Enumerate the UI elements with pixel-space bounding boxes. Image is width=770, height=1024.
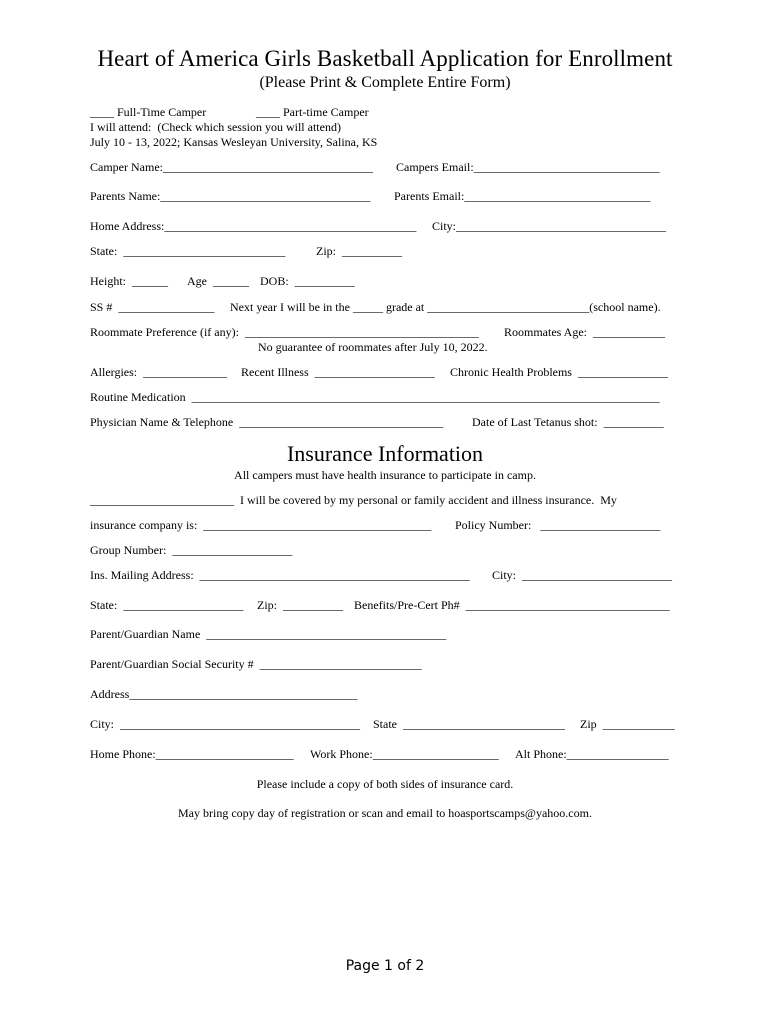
session-instruction: I will attend: (Check which session you will attend) [90, 120, 341, 134]
insurance-covered-line[interactable]: ________________________ I will be covered by my personal or family accident and illness insurance. My [90, 493, 617, 507]
guardian-ss-field[interactable]: Parent/Guardian Social Security # ___________________________ [90, 657, 422, 671]
zip-field[interactable]: Zip: __________ [316, 244, 402, 258]
benefits-phone-field[interactable]: Benefits/Pre-Cert Ph# __________________________________ [354, 598, 670, 612]
zip2-field[interactable]: Zip ____________ [580, 717, 675, 731]
parents-name-field[interactable]: Parents Name:___________________________________ [90, 189, 371, 203]
insurance-city-field[interactable]: City: _________________________ [492, 568, 673, 582]
city2-field[interactable]: City: ________________________________________ [90, 717, 361, 731]
bring-copy-note: May bring copy day of registration or scan and email to hoasportscamps@yahoo.com. [178, 806, 592, 820]
ss-field[interactable]: SS # ________________ [90, 300, 215, 314]
allergies-field[interactable]: Allergies: ______________ [90, 365, 228, 379]
state2-field[interactable]: State ___________________________ [373, 717, 565, 731]
page-title: Heart of America Girls Basketball Application for Enrollment [97, 46, 673, 71]
page-subtitle: (Please Print & Complete Entire Form) [259, 74, 511, 91]
routine-medication-field[interactable]: Routine Medication ______________________________________________________________________________ [90, 390, 660, 404]
fulltime-camper-option[interactable]: ____ Full-Time Camper [90, 105, 207, 119]
dob-field[interactable]: DOB: __________ [260, 274, 355, 288]
insurance-heading: Insurance Information [286, 441, 484, 466]
parttime-camper-option[interactable]: ____ Part-time Camper [256, 105, 369, 119]
chronic-health-field[interactable]: Chronic Health Problems _______________ [450, 365, 668, 379]
roommates-age-field[interactable]: Roommates Age: ____________ [504, 325, 665, 339]
grade-school-field[interactable]: Next year I will be in the _____ grade at ___________________________(school name). [230, 300, 661, 314]
insurance-company-field[interactable]: insurance company is: ______________________________________ [90, 518, 432, 532]
address-field[interactable]: Address______________________________________ [90, 687, 358, 701]
physician-field[interactable]: Physician Name & Telephone __________________________________ [90, 415, 444, 429]
roommate-note: No guarantee of roommates after July 10, 2022. [258, 340, 488, 354]
insurance-mailing-address-field[interactable]: Ins. Mailing Address: _____________________________________________ [90, 568, 470, 582]
age-field[interactable]: Age ______ [187, 274, 249, 288]
recent-illness-field[interactable]: Recent Illness ____________________ [241, 365, 435, 379]
page-number: Page 1 of 2 [345, 958, 425, 974]
insurance-zip-field[interactable]: Zip: __________ [257, 598, 343, 612]
insurance-state-field[interactable]: State: ____________________ [90, 598, 244, 612]
city-field[interactable]: City:___________________________________ [432, 219, 667, 233]
state-field[interactable]: State: ___________________________ [90, 244, 286, 258]
height-field[interactable]: Height: ______ [90, 274, 168, 288]
guardian-name-field[interactable]: Parent/Guardian Name ________________________________________ [90, 627, 447, 641]
card-copy-note: Please include a copy of both sides of insurance card. [256, 777, 514, 791]
roommate-preference-field[interactable]: Roommate Preference (if any): _______________________________________ [90, 325, 479, 339]
home-phone-field[interactable]: Home Phone:_______________________ [90, 747, 294, 761]
insurance-note: All campers must have health insurance to participate in camp. [234, 468, 536, 482]
group-number-field[interactable]: Group Number: ____________________ [90, 543, 293, 557]
alt-phone-field[interactable]: Alt Phone:_________________ [515, 747, 669, 761]
session-dates: July 10 - 13, 2022; Kansas Wesleyan University, Salina, KS [90, 135, 378, 149]
campers-email-field[interactable]: Campers Email:_______________________________ [396, 160, 660, 174]
work-phone-field[interactable]: Work Phone:_____________________ [310, 747, 499, 761]
home-address-field[interactable]: Home Address:__________________________________________ [90, 219, 417, 233]
camper-name-field[interactable]: Camper Name:___________________________________ [90, 160, 373, 174]
parents-email-field[interactable]: Parents Email:_______________________________ [394, 189, 651, 203]
tetanus-date-field[interactable]: Date of Last Tetanus shot: __________ [472, 415, 664, 429]
policy-number-field[interactable]: Policy Number: ____________________ [455, 518, 661, 532]
